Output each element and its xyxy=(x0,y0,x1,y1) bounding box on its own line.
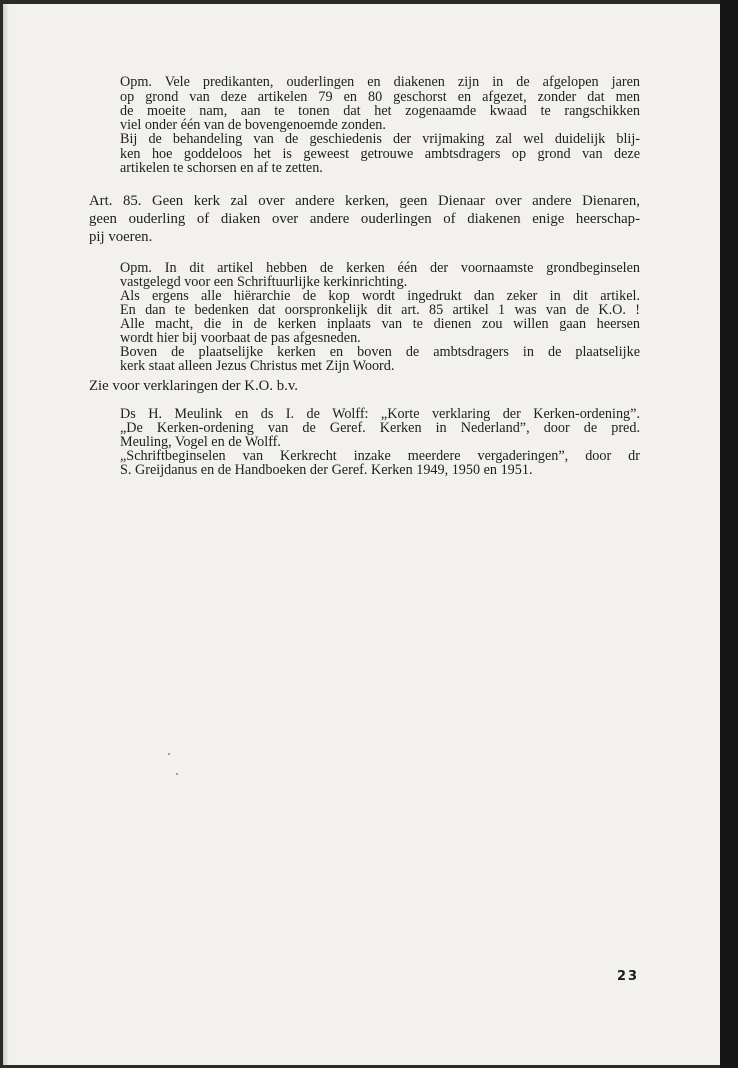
text-line: vastgelegd voor een Schriftuurlijke kerkinrichting. xyxy=(120,274,408,290)
text-line: Boven de plaatselijke kerken en boven de ambtsdragers in de plaatselijke xyxy=(120,344,640,360)
text-line: En dan te bedenken dat oorspronkelijk dit art. 85 artikel 1 was van de K.O. ! xyxy=(120,302,640,318)
text-line: viel onder één van de bovengenoemde zonden. xyxy=(120,117,386,133)
text-line: kerk staat alleen Jezus Christus met Zijn Woord. xyxy=(120,358,395,374)
text-line: Als ergens alle hiërarchie de kop wordt ingedrukt dan zeker in dit artikel. xyxy=(120,288,640,304)
text-line: Art. 85. Geen kerk zal over andere kerken, geen Dienaar over andere Dienaren, xyxy=(89,193,640,209)
text-line: de moeite nam, aan te tonen dat het zogenaamde kwaad te rangschikken xyxy=(120,103,640,119)
text-line: op grond van deze artikelen 79 en 80 geschorst en afgezet, zonder dat men xyxy=(120,89,640,105)
text-line: Ds H. Meulink en ds I. de Wolff: „Korte verklaring der Kerken-ordening”. xyxy=(120,406,640,422)
text-line: „De Kerken-ordening van de Geref. Kerken in Nederland”, door de pred. xyxy=(120,420,640,436)
text-line: Zie voor verklaringen der K.O. b.v. xyxy=(89,378,299,394)
text-line: Opm. Vele predikanten, ouderlingen en diakenen zijn in de afgelopen jaren xyxy=(120,74,640,90)
text-line: pij voeren. xyxy=(89,229,153,245)
page-number: 23 xyxy=(617,969,640,984)
text-line: Meuling, Vogel en de Wolff. xyxy=(120,434,281,450)
text-line: ken hoe goddeloos het is geweest getrouwe ambtsdragers op grond van deze xyxy=(120,146,640,162)
text-line: Bij de behandeling van de geschiedenis der vrijmaking zal wel duidelijk blij- xyxy=(120,131,640,147)
text-line: Opm. In dit artikel hebben de kerken één der voornaamste grondbeginselen xyxy=(120,260,640,276)
text-line: „Schriftbeginselen van Kerkrecht inzake meerdere vergaderingen”, door dr xyxy=(120,448,640,464)
page-edge xyxy=(720,0,738,1068)
paper-speck xyxy=(168,753,170,755)
text-line: wordt hier bij voorbaat de pas afgesneden. xyxy=(120,330,361,346)
page-gutter-shadow xyxy=(3,4,9,1065)
text-line: Alle macht, die in de kerken inplaats van te dienen zou willen gaan heersen xyxy=(120,316,640,332)
text-line: artikelen te schorsen en af te zetten. xyxy=(120,160,323,176)
text-line: geen ouderling of diaken over andere ouderlingen of diakenen enige heerschap- xyxy=(89,211,640,227)
paper-speck xyxy=(176,773,178,775)
text-line: S. Greijdanus en de Handboeken der Geref. Kerken 1949, 1950 en 1951. xyxy=(120,462,533,478)
